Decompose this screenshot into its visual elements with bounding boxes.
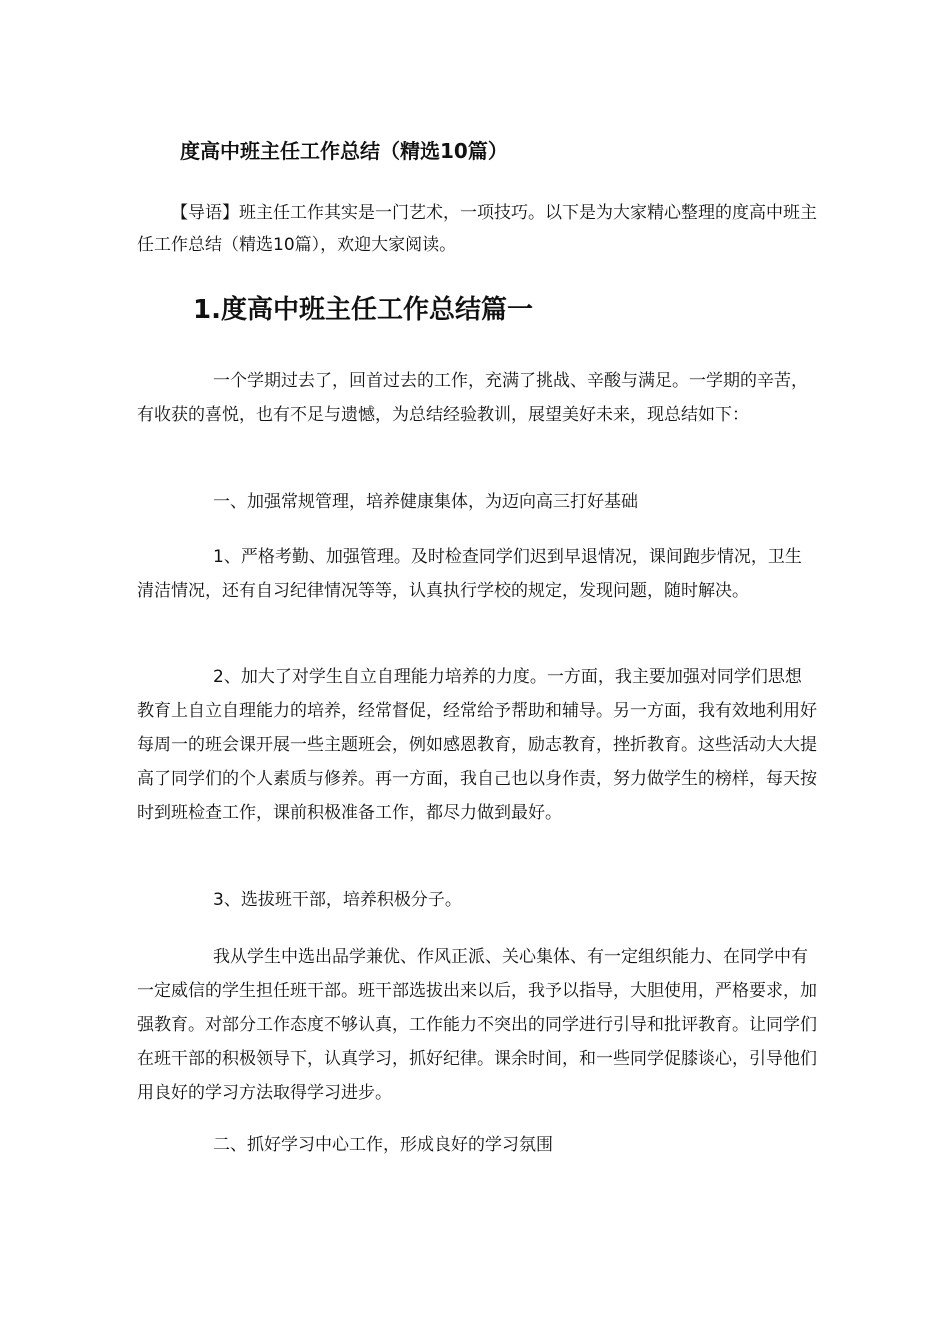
paragraph-item-1: 1、严格考勤、加强管理。及时检查同学们迟到早退情况，课间跑步情况，卫生清洁情况，还有自习纪律情况等等，认真执行学校的规定，发现问题，随时解决。 [137,547,802,601]
paragraph-heading-one: 一、加强常规管理，培养健康集体，为迈向高三打好基础 [213,492,638,512]
paragraph-item-3: 3、选拔班干部，培养积极分子。 [213,890,462,910]
paragraph-item-2: 2、加大了对学生自立自理能力培养的力度。一方面，我主要加强对同学们思想教育上自立自理能力的培养，经常督促，经常给予帮助和辅导。另一方面，我有效地利用好每周一的班会课开展一些主题班会，例如感恩教育，励志教育，挫折教育。这些活动大大提高了同学们的个人素质与修养。再一方面，我自己也以身作责，努力做学生的榜样，每天按时到班检查工作，课前积极准备工作，都尽力做到最好。 [137,667,817,823]
paragraph-heading-two: 二、抓好学习中心工作，形成良好的学习氛围 [213,1135,553,1155]
document-title: 度高中班主任工作总结（精选10篇） [180,139,508,163]
paragraph-opening: 一个学期过去了，回首过去的工作，充满了挑战、辛酸与满足。一学期的辛苦，有收获的喜悦，也有不足与遗憾，为总结经验教训，展望美好未来，现总结如下： [137,371,808,425]
intro-paragraph: 【导语】班主任工作其实是一门艺术，一项技巧。以下是为大家精心整理的度高中班主任工作总结（精选10篇），欢迎大家阅读。 [137,203,817,255]
paragraph-class-cadre: 我从学生中选出品学兼优、作风正派、关心集体、有一定组织能力、在同学中有一定威信的学生担任班干部。班干部选拔出来以后，我予以指导，大胆使用，严格要求，加强教育。对部分工作态度不够认真，工作能力不突出的同学进行引导和批评教育。让同学们在班干部的积极领导下，认真学习，抓好纪律。课余时间，和一些同学促膝谈心，引导他们用良好的学习方法取得学习进步。 [137,947,817,1103]
section-heading: 1.度高中班主任工作总结篇一 [193,295,533,325]
